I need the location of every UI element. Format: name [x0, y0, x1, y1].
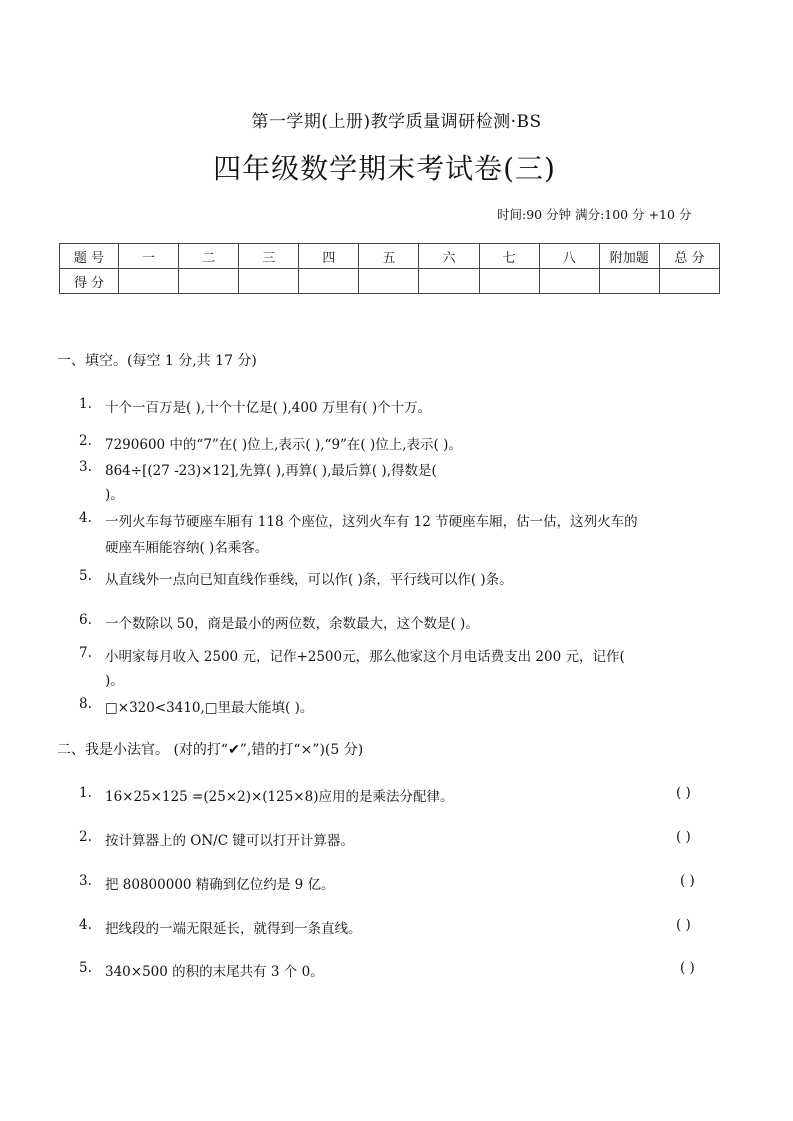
score-cell[interactable] — [539, 269, 599, 294]
answer-parentheses[interactable]: ( ) — [680, 873, 695, 889]
question-text: 按计算器上的 ON/C 键可以打开计算器。 — [105, 833, 354, 849]
question-text: 十个一百万是( ),十个十亿是( ),400 万里有( )个十万。 — [105, 400, 432, 416]
question-number: 5. — [79, 960, 92, 976]
score-table-header-cell: 题 号 — [60, 244, 119, 269]
score-row-label: 得 分 — [60, 269, 119, 294]
question-number: 6. — [79, 612, 92, 628]
score-cell[interactable] — [299, 269, 359, 294]
question-text: 把 80800000 精确到亿位约是 9 亿。 — [105, 877, 335, 893]
question-number: 4. — [79, 510, 92, 526]
question-text: 一个数除以 50，商是最小的两位数，余数最大，这个数是( )。 — [105, 616, 479, 632]
score-cell[interactable] — [599, 269, 659, 294]
score-table-header-row — [60, 244, 720, 269]
score-table-header-cell: 八 — [539, 244, 599, 269]
score-table-header-cell: 四 — [299, 244, 359, 269]
exam-title: 四年级数学期末考试卷(三) — [213, 152, 556, 185]
question-text: □×320<3410,□里最大能填( )。 — [105, 700, 314, 716]
question-number: 7. — [79, 645, 92, 661]
score-table-score-row — [60, 269, 720, 294]
question-text: 一列火车每节硬座车厢有 118 个座位，这列火车有 12 节硬座车厢，估一估，这列火车的 — [105, 514, 638, 530]
score-table-header-cell: 六 — [419, 244, 479, 269]
question-text: 340×500 的积的末尾共有 3 个 0。 — [105, 964, 324, 980]
score-table-header-cell: 三 — [239, 244, 299, 269]
question-number: 2. — [79, 433, 92, 449]
score-table — [59, 243, 720, 294]
score-cell[interactable] — [119, 269, 179, 294]
question-text-continued: )。 — [105, 487, 124, 503]
question-text-continued: )。 — [105, 673, 124, 689]
section2-heading: 二、我是小法官。 (对的打“✔”,错的打“×”)(5 分) — [57, 742, 364, 758]
question-number: 3. — [79, 873, 92, 889]
score-table-header-cell: 一 — [119, 244, 179, 269]
question-text: 16×25×125 =(25×2)×(125×8)应用的是乘法分配律。 — [105, 789, 454, 805]
question-number: 1. — [79, 785, 92, 801]
answer-parentheses[interactable]: ( ) — [680, 960, 695, 976]
score-cell[interactable] — [659, 269, 719, 294]
exam-subtitle: 第一学期(上册)教学质量调研检测·BS — [251, 112, 542, 132]
answer-parentheses[interactable]: ( ) — [676, 829, 691, 845]
score-table-header-cell: 七 — [479, 244, 539, 269]
score-cell[interactable] — [239, 269, 299, 294]
section1-heading: 一、填空。(每空 1 分,共 17 分) — [57, 353, 257, 369]
answer-parentheses[interactable]: ( ) — [676, 785, 691, 801]
score-table-header-cell: 总 分 — [659, 244, 719, 269]
score-cell[interactable] — [479, 269, 539, 294]
question-number: 1. — [79, 396, 92, 412]
question-text: 把线段的一端无限延长，就得到一条直线。 — [105, 921, 362, 937]
question-number: 2. — [79, 829, 92, 845]
question-number: 5. — [79, 568, 92, 584]
exam-info: 时间:90 分钟 满分:100 分 +10 分 — [497, 207, 692, 222]
answer-parentheses[interactable]: ( ) — [676, 917, 691, 933]
question-number: 8. — [79, 696, 92, 712]
score-table-header-cell: 五 — [359, 244, 419, 269]
question-text: 小明家每月收入 2500 元，记作+2500元，那么他家这个月电话费支出 200 元，记作( — [105, 649, 625, 665]
question-text-continued: 硬座车厢能容纳( )名乘客。 — [105, 540, 269, 556]
score-table-header-cell: 二 — [179, 244, 239, 269]
score-cell[interactable] — [419, 269, 479, 294]
question-text: 从直线外一点向已知直线作垂线，可以作( )条，平行线可以作( )条。 — [105, 572, 513, 588]
score-cell[interactable] — [359, 269, 419, 294]
question-number: 4. — [79, 917, 92, 933]
question-text: 864÷[(27 -23)×12],先算( ),再算( ),最后算( ),得数是( — [105, 463, 437, 479]
question-number: 3. — [79, 459, 92, 475]
score-cell[interactable] — [179, 269, 239, 294]
question-text: 7290600 中的“7”在( )位上,表示( ),“9”在( )位上,表示( )。 — [105, 437, 462, 453]
score-table-header-cell: 附加题 — [599, 244, 659, 269]
